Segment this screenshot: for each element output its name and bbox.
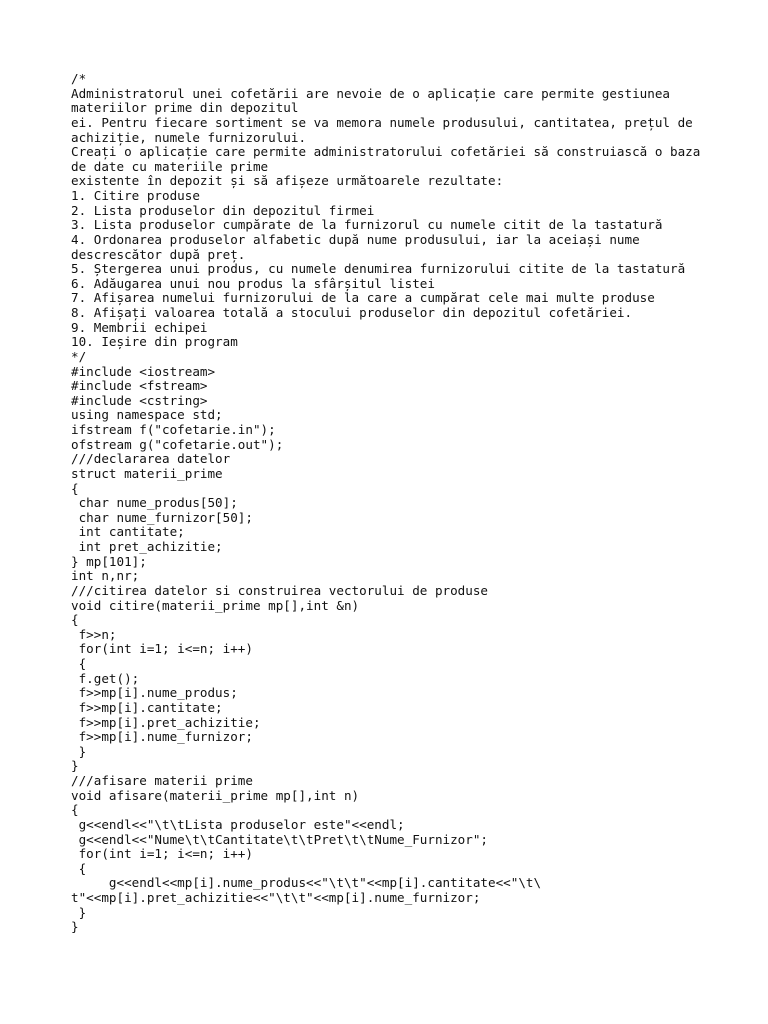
- code-line: ofstream g("cofetarie.out");: [71, 436, 284, 452]
- code-line: 2. Lista produselor din depozitul firmei: [71, 202, 375, 218]
- code-line: void afisare(materii_prime mp[],int n): [71, 787, 360, 803]
- code-line: descrescător după preț.: [71, 246, 246, 262]
- code-line: int pret_achizitie;: [71, 539, 223, 554]
- code-line: 6. Adăugarea unui nou produs la sfârșitul listei: [71, 275, 435, 291]
- code-line: ///afisare materii prime: [71, 773, 253, 788]
- code-line: f.get();: [71, 670, 140, 686]
- code-line: using namespace std;: [71, 407, 223, 423]
- code-line: {: [71, 480, 79, 496]
- code-line: for(int i=1; i<=n; i++): [71, 846, 253, 862]
- code-line: int cantitate;: [71, 524, 185, 540]
- code-line: 8. Afișați valoarea totală a stocului produselor din depozitul cofetăriei.: [71, 305, 633, 320]
- code-line: /*: [71, 71, 87, 86]
- code-line: #include <cstring>: [71, 392, 208, 408]
- code-line: void citire(materii_prime mp[],int &n): [71, 597, 360, 613]
- code-line: 4. Ordonarea produselor alfabetic după nume produsului, iar la aceiași nume: [71, 231, 640, 247]
- code-line: 3. Lista produselor cumpărate de la furnizorul cu numele citit de la tastatură: [71, 217, 663, 233]
- code-line: ///declararea datelor: [71, 451, 231, 467]
- code-line: for(int i=1; i<=n; i++): [71, 641, 253, 657]
- code-line: f>>mp[i].pret_achizitie;: [71, 714, 261, 730]
- code-line: } mp[101];: [71, 553, 147, 569]
- code-line: Creați o aplicație care permite administratorului cofetăriei să construiască o baza: [71, 144, 701, 160]
- code-line: ///citirea datelor si construirea vectorului de produse: [71, 582, 489, 598]
- code-line: */: [71, 348, 87, 364]
- code-line: {: [71, 656, 87, 671]
- code-line: g<<endl<<mp[i].nume_produs<<"\t\t"<<mp[i].cantitate<<"\t\: [71, 875, 542, 891]
- source-code-block: [71, 72, 700, 935]
- code-line: achiziție, numele furnizorului.: [71, 129, 307, 145]
- code-line: existente în depozit și să afișeze următoarele rezultate:: [71, 173, 504, 189]
- code-line: 1. Citire produse: [71, 188, 200, 203]
- code-line: }: [71, 919, 79, 935]
- code-line: {: [71, 612, 79, 628]
- code-line: 10. Ieșire din program: [71, 334, 238, 350]
- code-line: 5. Ștergerea unui produs, cu numele denumirea furnizorului citite de la tastatură: [71, 261, 686, 277]
- code-line: }: [71, 743, 87, 759]
- code-line: #include <iostream>: [71, 363, 216, 379]
- code-line: materiilor prime din depozitul: [71, 100, 299, 116]
- code-line: {: [71, 802, 79, 818]
- code-line: #include <fstream>: [71, 378, 208, 394]
- code-line: g<<endl<<"\t\tLista produselor este"<<endl;: [71, 816, 405, 832]
- code-line: Administratorul unei cofetării are nevoie de o aplicație care permite gestiunea: [71, 85, 670, 101]
- code-line: t"<<mp[i].pret_achizitie<<"\t\t"<<mp[i].nume_furnizor;: [71, 890, 481, 905]
- code-line: struct materii_prime: [71, 465, 223, 481]
- code-line: {: [71, 860, 87, 876]
- code-line: ei. Pentru fiecare sortiment se va memora numele produsului, cantitatea, prețul de: [71, 114, 693, 130]
- code-line: f>>mp[i].nume_produs;: [71, 685, 238, 701]
- code-line: 7. Afișarea numelui furnizorului de la care a cumpărat cele mai multe produse: [71, 290, 655, 306]
- code-line: ifstream f("cofetarie.in");: [71, 422, 276, 437]
- code-line: }: [71, 904, 87, 920]
- code-line: f>>mp[i].nume_furnizor;: [71, 729, 253, 745]
- code-line: char nume_produs[50];: [71, 495, 238, 511]
- code-line: g<<endl<<"Nume\t\tCantitate\t\tPret\t\tNume_Furnizor";: [71, 831, 489, 847]
- code-line: de date cu materiile prime: [71, 158, 269, 174]
- code-line: int n,nr;: [71, 568, 140, 584]
- code-line: char nume_furnizor[50];: [71, 509, 253, 525]
- code-line: 9. Membrii echipei: [71, 319, 208, 335]
- code-line: f>>mp[i].cantitate;: [71, 699, 223, 715]
- code-line: }: [71, 758, 79, 774]
- code-line: f>>n;: [71, 626, 117, 642]
